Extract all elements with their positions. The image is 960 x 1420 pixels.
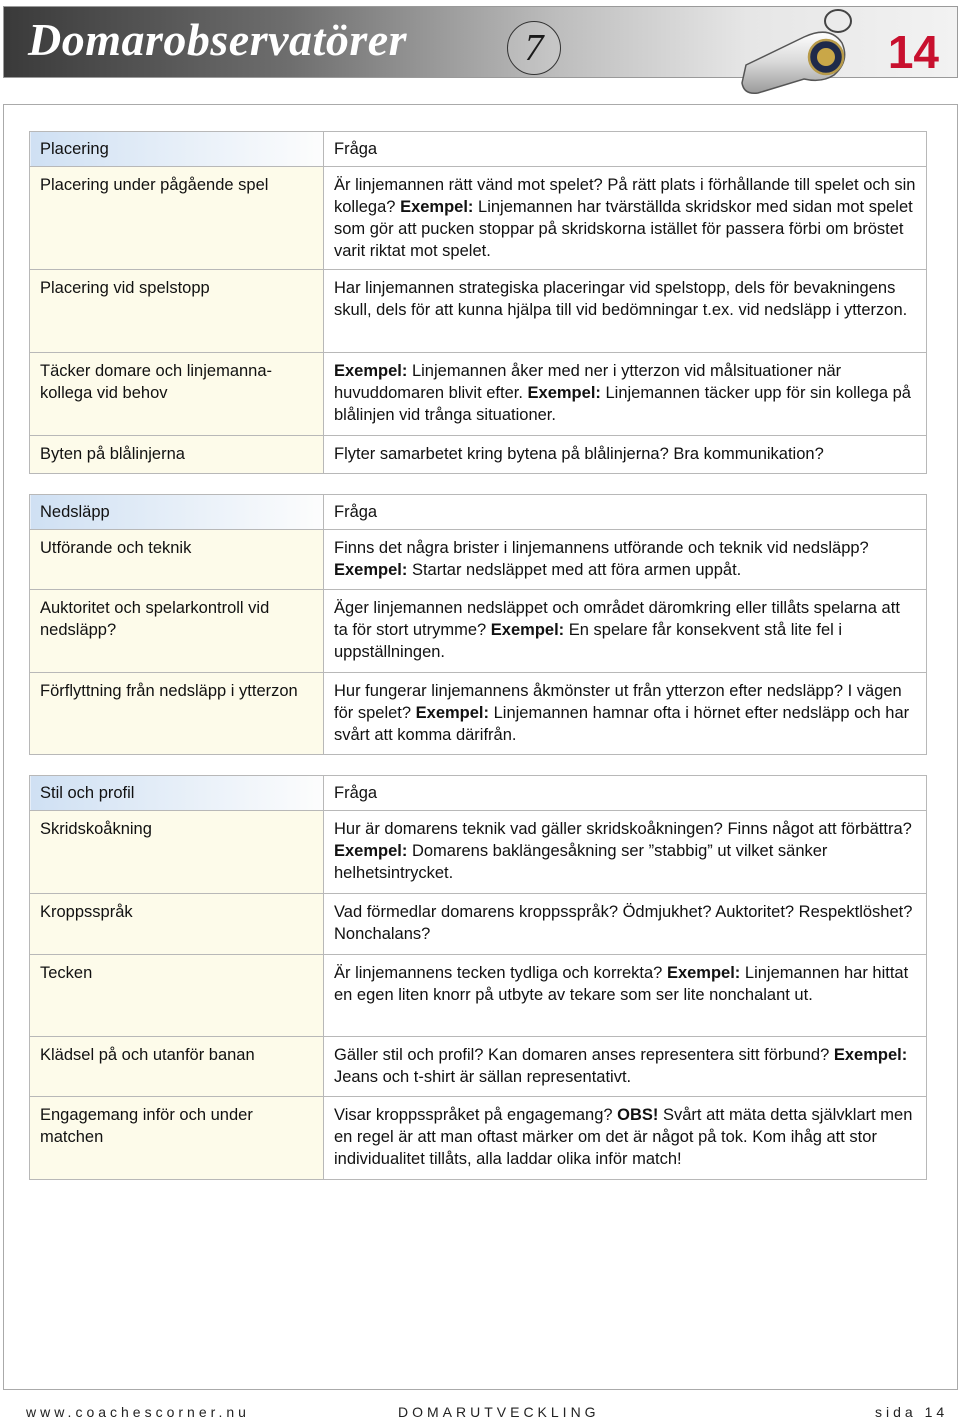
row-topic: Auktoritet och spelarkontroll vid nedsläpp? bbox=[30, 590, 324, 673]
table-row bbox=[30, 1097, 927, 1180]
table-row bbox=[30, 167, 927, 270]
table-row bbox=[30, 353, 927, 436]
question-text: Är linjemannens tecken tydliga och korrekta? bbox=[334, 964, 667, 982]
section-table bbox=[29, 494, 927, 755]
row-question bbox=[324, 167, 927, 270]
row-question bbox=[324, 270, 927, 353]
emphasis-label: Exempel: bbox=[415, 704, 490, 722]
emphasis-label: Exempel: bbox=[334, 362, 408, 380]
question-text: Äger linjemannen nedsläppet och området däromkring eller tillåts spelarna att ta för stort utrymme? bbox=[334, 599, 900, 639]
table-row bbox=[30, 530, 927, 590]
table-row bbox=[30, 673, 927, 755]
row-question bbox=[324, 955, 927, 1037]
row-question bbox=[324, 894, 927, 955]
row-question bbox=[324, 530, 927, 590]
question-text: Hur är domarens teknik vad gäller skridskoåkningen? Finns något att förbättra? bbox=[334, 820, 912, 838]
section-heading-row bbox=[30, 495, 927, 530]
emphasis-label: Exempel: bbox=[400, 198, 474, 216]
table-row bbox=[30, 436, 927, 474]
section-heading-row bbox=[30, 132, 927, 167]
question-text: Flyter samarbetet kring bytena på blålinjerna? Bra kommunikation? bbox=[334, 445, 824, 463]
row-topic: Placering under pågående spel bbox=[30, 167, 324, 270]
question-column-heading: Fråga bbox=[324, 776, 927, 811]
page-title: Domarobservatörer bbox=[28, 14, 408, 65]
question-text: Gäller stil och profil? Kan domaren anses representera sitt förbund? bbox=[334, 1046, 834, 1064]
emphasis-label: Exempel: bbox=[334, 842, 408, 860]
emphasis-label: Exempel: bbox=[490, 621, 565, 639]
row-topic: Förflyttning från nedsläpp i ytterzon bbox=[30, 673, 324, 755]
section-table bbox=[29, 775, 927, 1180]
footer-website: www.coachescorner.nu bbox=[26, 1404, 250, 1420]
row-question bbox=[324, 1097, 927, 1180]
page-header-banner bbox=[3, 6, 958, 78]
row-question bbox=[324, 811, 927, 894]
row-question bbox=[324, 353, 927, 436]
table-row bbox=[30, 590, 927, 673]
row-question bbox=[324, 590, 927, 673]
question-text: Svårt att mäta detta självklart men en regel är att man oftast märker om det är något på tok. Kom ihåg att stor individualitet tillåts, alla laddar olika inför match! bbox=[334, 1106, 913, 1168]
row-topic: Klädsel på och utanför banan bbox=[30, 1037, 324, 1097]
whistle-icon bbox=[734, 7, 859, 99]
question-text: Linjemannen hamnar ofta i hörnet efter nedsläpp och har svårt att komma därifrån. bbox=[334, 704, 910, 744]
table-row bbox=[30, 811, 927, 894]
row-question bbox=[324, 1037, 927, 1097]
row-question bbox=[324, 436, 927, 474]
question-column-heading: Fråga bbox=[324, 495, 927, 530]
row-topic: Skridskoåkning bbox=[30, 811, 324, 894]
issue-number-badge: 7 bbox=[507, 21, 561, 75]
question-text: Linjemannen har hittat en egen liten knorr på utbyte av tekare som ser lite nonchalant ut. bbox=[334, 964, 909, 1004]
emphasis-label: Exempel: bbox=[334, 561, 408, 579]
emphasis-label: Exempel: bbox=[833, 1046, 908, 1064]
table-row bbox=[30, 955, 927, 1037]
question-text: En spelare får konsekvent stå lite fel i uppställningen. bbox=[334, 621, 843, 661]
row-topic: Täcker domare och linjemanna-kollega vid behov bbox=[30, 353, 324, 436]
section-table bbox=[29, 131, 927, 474]
table-row bbox=[30, 894, 927, 955]
question-text: Hur fungerar linjemannens åkmönster ut från ytterzon efter nedsläpp? I vägen för spelet? bbox=[334, 682, 902, 722]
section-heading: Placering bbox=[30, 132, 324, 167]
page-number: 14 bbox=[887, 26, 939, 78]
question-text: Linjemannen täcker upp för sin kollega på blålinjen vid trånga situationer. bbox=[334, 384, 911, 424]
question-text: Jeans och t-shirt är sällan representativt. bbox=[334, 1068, 632, 1086]
emphasis-label: OBS! bbox=[617, 1106, 659, 1124]
row-question bbox=[324, 673, 927, 755]
row-topic: Byten på blålinjerna bbox=[30, 436, 324, 474]
section-heading-row bbox=[30, 776, 927, 811]
question-column-heading: Fråga bbox=[324, 132, 927, 167]
question-text: Är linjemannen rätt vänd mot spelet? På rätt plats i förhållande till spelet och sin kollega? bbox=[334, 176, 916, 216]
emphasis-label: Exempel: bbox=[666, 964, 741, 982]
section-heading: Nedsläpp bbox=[30, 495, 324, 530]
question-text: Linjemannen har tvärställda skridskor med sidan mot spelet som gör att pucken stoppar på skridskorna istället för passera förbi om bröstet varit riktat mot spelet. bbox=[334, 198, 913, 260]
row-topic: Placering vid spelstopp bbox=[30, 270, 324, 353]
section-heading: Stil och profil bbox=[30, 776, 324, 811]
question-text: Startar nedsläppet med att föra armen uppåt. bbox=[407, 561, 742, 579]
row-topic: Engagemang inför och under matchen bbox=[30, 1097, 324, 1180]
question-text: Visar kroppsspråket på engagemang? bbox=[334, 1106, 618, 1124]
question-text: Linjemannen åker med ner i ytterzon vid målsituationer när huvuddomaren blivit efter. bbox=[334, 362, 842, 402]
question-text: Vad förmedlar domarens kroppsspråk? Ödmjukhet? Auktoritet? Respektlöshet? Nonchalans? bbox=[334, 903, 913, 943]
table-row bbox=[30, 270, 927, 353]
question-text: Domarens baklängesåkning ser ”stabbig” ut vilket sänker helhetsintrycket. bbox=[334, 842, 828, 882]
table-row bbox=[30, 1037, 927, 1097]
question-text: Finns det några brister i linjemannens utförande och teknik vid nedsläpp? bbox=[334, 539, 869, 557]
footer-page-label: sida 14 bbox=[875, 1404, 949, 1420]
row-topic: Utförande och teknik bbox=[30, 530, 324, 590]
question-text: Har linjemannen strategiska placeringar vid spelstopp, dels för bevakningens skull, dels för att kunna hjälpa till vid bedömningar t.ex. vid nedsläpp i ytterzon. bbox=[334, 279, 908, 319]
emphasis-label: Exempel: bbox=[527, 384, 601, 402]
footer-section-name: DOMARUTVECKLING bbox=[398, 1404, 600, 1420]
row-topic: Kroppsspråk bbox=[30, 894, 324, 955]
row-topic: Tecken bbox=[30, 955, 324, 1037]
